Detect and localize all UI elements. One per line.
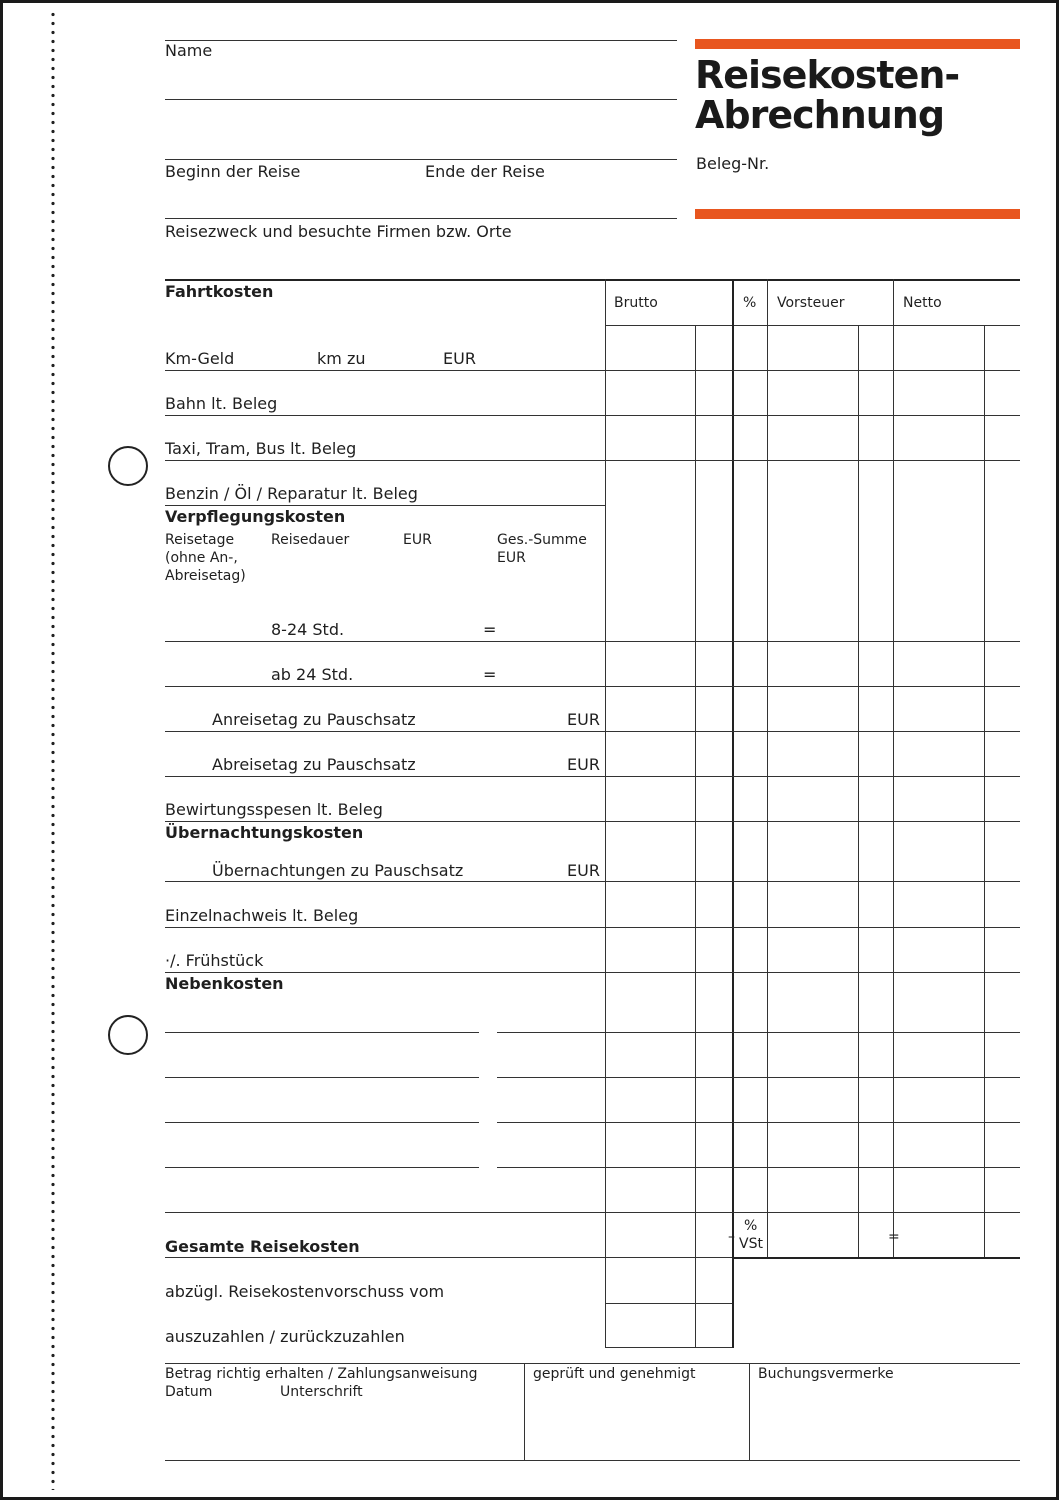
row-line-vorschuss[interactable] (605, 1303, 732, 1304)
neben-line-2b[interactable] (497, 1077, 1020, 1078)
betrag-label: Betrag richtig erhalten / Zahlungsanweisung (165, 1366, 478, 1382)
col-percent: % (743, 295, 757, 311)
title-line-1: Reisekosten- (695, 53, 960, 97)
abreisetag-label: Abreisetag) (165, 568, 246, 584)
anreise-label: Anreisetag zu Pauschsatz (212, 710, 416, 729)
abreise-label: Abreisetag zu Pauschsatz (212, 755, 416, 774)
neben-line-3b[interactable] (497, 1122, 1020, 1123)
ende-label: Ende der Reise (425, 162, 545, 181)
vline-brutto-left (605, 279, 606, 1348)
vline-vorsteuer-cents (858, 325, 859, 1258)
punch-hole-top (108, 446, 148, 486)
section-rule-verpflegung (165, 821, 1020, 822)
row-line-auszuzahlen[interactable] (605, 1347, 732, 1348)
row-line-8-24[interactable] (165, 641, 1020, 642)
uebernachtung-pauschsatz-label: Übernachtungen zu Pauschsatz (212, 861, 464, 880)
name-line-top (165, 40, 677, 41)
reisetage-label: Reisetage (165, 532, 235, 548)
bewirtung-label: Bewirtungsspesen lt. Beleg (165, 800, 383, 819)
equals-8-24: = (483, 620, 497, 639)
datum-label: Datum (165, 1384, 213, 1400)
vst-percent: % (744, 1218, 758, 1234)
name-field-line[interactable] (165, 99, 677, 100)
row-line-abreise[interactable] (165, 776, 1020, 777)
neben-line-4a[interactable] (165, 1167, 479, 1168)
auszuzahlen-label: auszuzahlen / zurückzuzahlen (165, 1327, 405, 1346)
footer-top-rule (165, 1363, 1020, 1364)
km-zu-label: km zu (317, 349, 366, 368)
bahn-label: Bahn lt. Beleg (165, 394, 278, 413)
row-line-pauschsatz[interactable] (165, 881, 1020, 882)
table-top-rule (165, 279, 1020, 281)
reisezweck-label: Reisezweck und besuchte Firmen bzw. Orte (165, 222, 512, 241)
neben-line-3a[interactable] (165, 1122, 479, 1123)
column-header-rule (605, 325, 1020, 326)
perforation-dots (51, 10, 55, 1490)
km-geld-label: Km-Geld (165, 349, 235, 368)
gesamt-label: Gesamte Reisekosten (165, 1237, 360, 1256)
neben-line-1b[interactable] (497, 1032, 1020, 1033)
verpflegung-eur-label: EUR (403, 532, 432, 548)
abreise-eur: EUR (567, 755, 600, 774)
name-label: Name (165, 41, 213, 60)
punch-hole-bottom (108, 1015, 148, 1055)
dates-line-top (165, 159, 677, 160)
row-line-einzelnachweis[interactable] (165, 927, 1020, 928)
row-line-ab-24[interactable] (165, 686, 1020, 687)
totals-right-rule (732, 1257, 1020, 1259)
buchung-label: Buchungsvermerke (758, 1366, 894, 1382)
benzin-label: Benzin / Öl / Reparatur lt. Beleg (165, 484, 418, 503)
unterschrift-label: Unterschrift (280, 1384, 363, 1400)
section-rule-fahrt (165, 505, 605, 506)
footer-divider-1 (524, 1363, 525, 1460)
accent-bar-bottom (695, 209, 1020, 219)
neben-line-1a[interactable] (165, 1032, 479, 1033)
km-eur-label: EUR (443, 349, 476, 368)
vline-brutto-right (732, 279, 734, 1348)
ges-summe-eur-label: EUR (497, 550, 526, 566)
col-netto: Netto (903, 295, 942, 311)
reisezweck-line-top (165, 218, 677, 219)
accent-bar-top (695, 39, 1020, 49)
row-line-gesamt[interactable] (165, 1257, 732, 1258)
nebenkosten-heading: Nebenkosten (165, 974, 284, 993)
std-8-24-label: 8-24 Std. (271, 620, 345, 639)
col-brutto: Brutto (614, 295, 658, 311)
reisedauer-label: Reisedauer (271, 532, 350, 548)
ab-24-label: ab 24 Std. (271, 665, 354, 684)
col-vorsteuer: Vorsteuer (777, 295, 845, 311)
verpflegung-heading: Verpflegungskosten (165, 507, 346, 526)
footer-bottom-rule (165, 1460, 1020, 1461)
minus-sign: – (728, 1229, 735, 1245)
vline-netto-left (893, 279, 894, 1258)
fruehstueck-label: ·/. Frühstück (165, 951, 264, 970)
section-rule-neben (165, 1212, 1020, 1213)
beginn-label: Beginn der Reise (165, 162, 301, 181)
footer-divider-2 (749, 1363, 750, 1460)
anreise-eur: EUR (567, 710, 600, 729)
vst-label: VSt (739, 1236, 763, 1252)
fahrtkosten-heading: Fahrtkosten (165, 282, 274, 301)
row-line-km[interactable] (165, 370, 1020, 371)
einzelnachweis-label: Einzelnachweis lt. Beleg (165, 906, 359, 925)
vline-netto-cents (984, 325, 985, 1258)
geprueft-label: geprüft und genehmigt (533, 1366, 696, 1382)
section-rule-uebernachtung (165, 972, 1020, 973)
totals-equals: = (888, 1229, 900, 1245)
vorschuss-label: abzügl. Reisekostenvorschuss vom (165, 1282, 445, 1301)
ohne-an-label: (ohne An-, (165, 550, 238, 566)
taxi-label: Taxi, Tram, Bus lt. Beleg (165, 439, 357, 458)
vline-percent-right (767, 279, 768, 1258)
vline-brutto-cents (695, 325, 696, 1348)
beleg-nr-label: Beleg-Nr. (696, 154, 770, 173)
row-line-bahn[interactable] (165, 415, 1020, 416)
row-line-taxi[interactable] (165, 460, 1020, 461)
uebernachtung-eur: EUR (567, 861, 600, 880)
ges-summe-label: Ges.-Summe (497, 532, 587, 548)
neben-line-2a[interactable] (165, 1077, 479, 1078)
equals-ab-24: = (483, 665, 497, 684)
row-line-anreise[interactable] (165, 731, 1020, 732)
neben-line-4b[interactable] (497, 1167, 1020, 1168)
uebernachtung-heading: Übernachtungskosten (165, 823, 364, 842)
title-line-2: Abrechnung (695, 93, 945, 137)
